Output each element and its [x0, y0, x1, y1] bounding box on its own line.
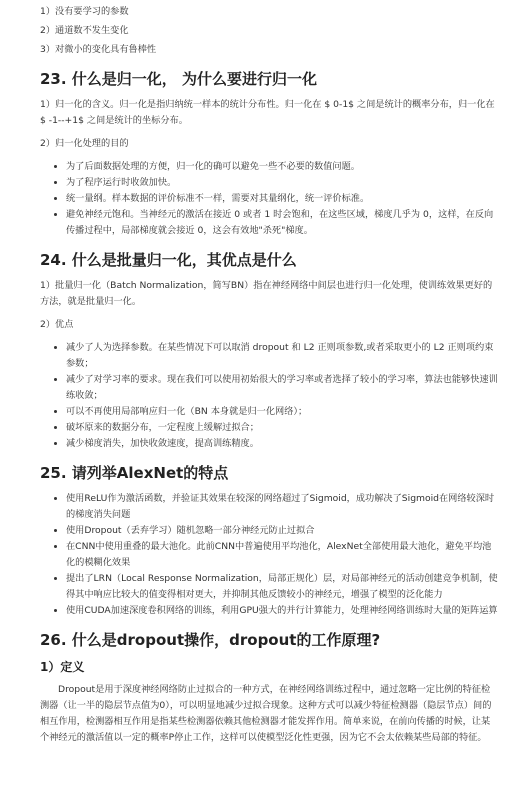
list-item: • 避免神经元饱和。当神经元的激活在接近 0 或者 1 时会饱和，在这些区域，梯度几乎为 0，这样，在反向传播过程中，局部梯度就会接近 0，这会有效地"杀死"梯度。: [66, 207, 499, 239]
list-item: • 可以不再使用局部响应归一化（BN 本身就是归一化网络）；: [66, 404, 499, 420]
intro-item: 1）没有要学习的参数: [40, 6, 129, 17]
list-item: • 统一量纲。样本数据的评价标准不一样，需要对其量纲化，统一评价标准。: [66, 191, 499, 207]
section-24-list: [40, 340, 499, 452]
section-23-subheading: 2）归一化处理的目的: [40, 138, 129, 149]
list-item: • 减少了对学习率的要求。现在我们可以使用初始很大的学习率或者选择了较小的学习率，算法也能够快速训练收敛；: [66, 372, 499, 404]
section-23-list: [40, 159, 499, 239]
section-23-paragraph: 1）归一化的含义。归一化是指归纳统一样本的统计分布性。归一化在 $ 0-1$ 之间是统计的概率分布，归一化在$ -1--+1$ 之间是统计的坐标分布。: [40, 99, 495, 126]
list-item: • 为了后面数据处理的方便，归一化的确可以避免一些不必要的数值问题。: [66, 159, 499, 175]
list-item: • 在CNN中使用重叠的最大池化。此前CNN中普遍使用平均池化，AlexNet全部使用最大池化，避免平均池化的模糊化效果: [66, 539, 499, 571]
section-26-title: 26. 什么是dropout操作，dropout的工作原理?: [40, 631, 381, 649]
list-item: • 破坏原来的数据分布，一定程度上缓解过拟合；: [66, 420, 499, 436]
section-25-list: [40, 491, 499, 619]
section-26-paragraph: Dropout是用于深度神经网络防止过拟合的一种方式，在神经网络训练过程中，通过忽略一定比例的特征检测器（让一半的隐层节点值为0），可以明显地减少过拟合现象。这种方式可以减少特征检测器（隐层节点）间的相互作用，检测器相互作用是指某些检测器依赖其他检测器才能发挥作用。简单来说，在前向传播的时候，让某个神经元的激活值以一定的概率P停止工作，这样可以使模型泛化性更强，因为它不会太依赖某些局部的特征。: [40, 684, 492, 743]
section-24-subheading: 2）优点: [40, 319, 74, 330]
list-item: • 为了程序运行时收敛加快。: [66, 175, 499, 191]
intro-item: 2）通道数不发生变化: [40, 25, 129, 36]
section-25-title: 25. 请列举AlexNet的特点: [40, 464, 229, 482]
intro-item: 3）对微小的变化具有鲁棒性: [40, 44, 157, 55]
section-26-subheading: 1）定义: [40, 660, 85, 674]
section-24-paragraph: 1）批量归一化（Batch Normalization，简写BN）指在神经网络中间层也进行归一化处理，使训练效果更好的方法，就是批量归一化。: [40, 280, 493, 307]
section-23-title: 23. 什么是归一化， 为什么要进行归一化: [40, 70, 318, 88]
list-item: • 使用Dropout（丢弃学习）随机忽略一部分神经元防止过拟合: [66, 523, 499, 539]
list-item: • 减少了人为选择参数。在某些情况下可以取消 dropout 和 L2 正则项参数,或者采取更小的 L2 正则项约束参数；: [66, 340, 499, 372]
list-item: • 提出了LRN（Local Response Normalization，局部正规化）层，对局部神经元的活动创建竞争机制，使得其中响应比较大的值变得相对更大，并抑制其他反馈较小的神经元，增强了模型的泛化能力: [66, 571, 499, 603]
section-24-title: 24. 什么是批量归一化，其优点是什么: [40, 251, 297, 269]
list-item: • 减少梯度消失，加快收敛速度，提高训练精度。: [66, 436, 499, 452]
list-item: • 使用ReLU作为激活函数，并验证其效果在较深的网络超过了Sigmoid，成功解决了Sigmoid在网络较深时的梯度消失问题: [66, 491, 499, 523]
list-item: • 使用CUDA加速深度卷积网络的训练，利用GPU强大的并行计算能力，处理神经网络训练时大量的矩阵运算: [66, 603, 499, 619]
